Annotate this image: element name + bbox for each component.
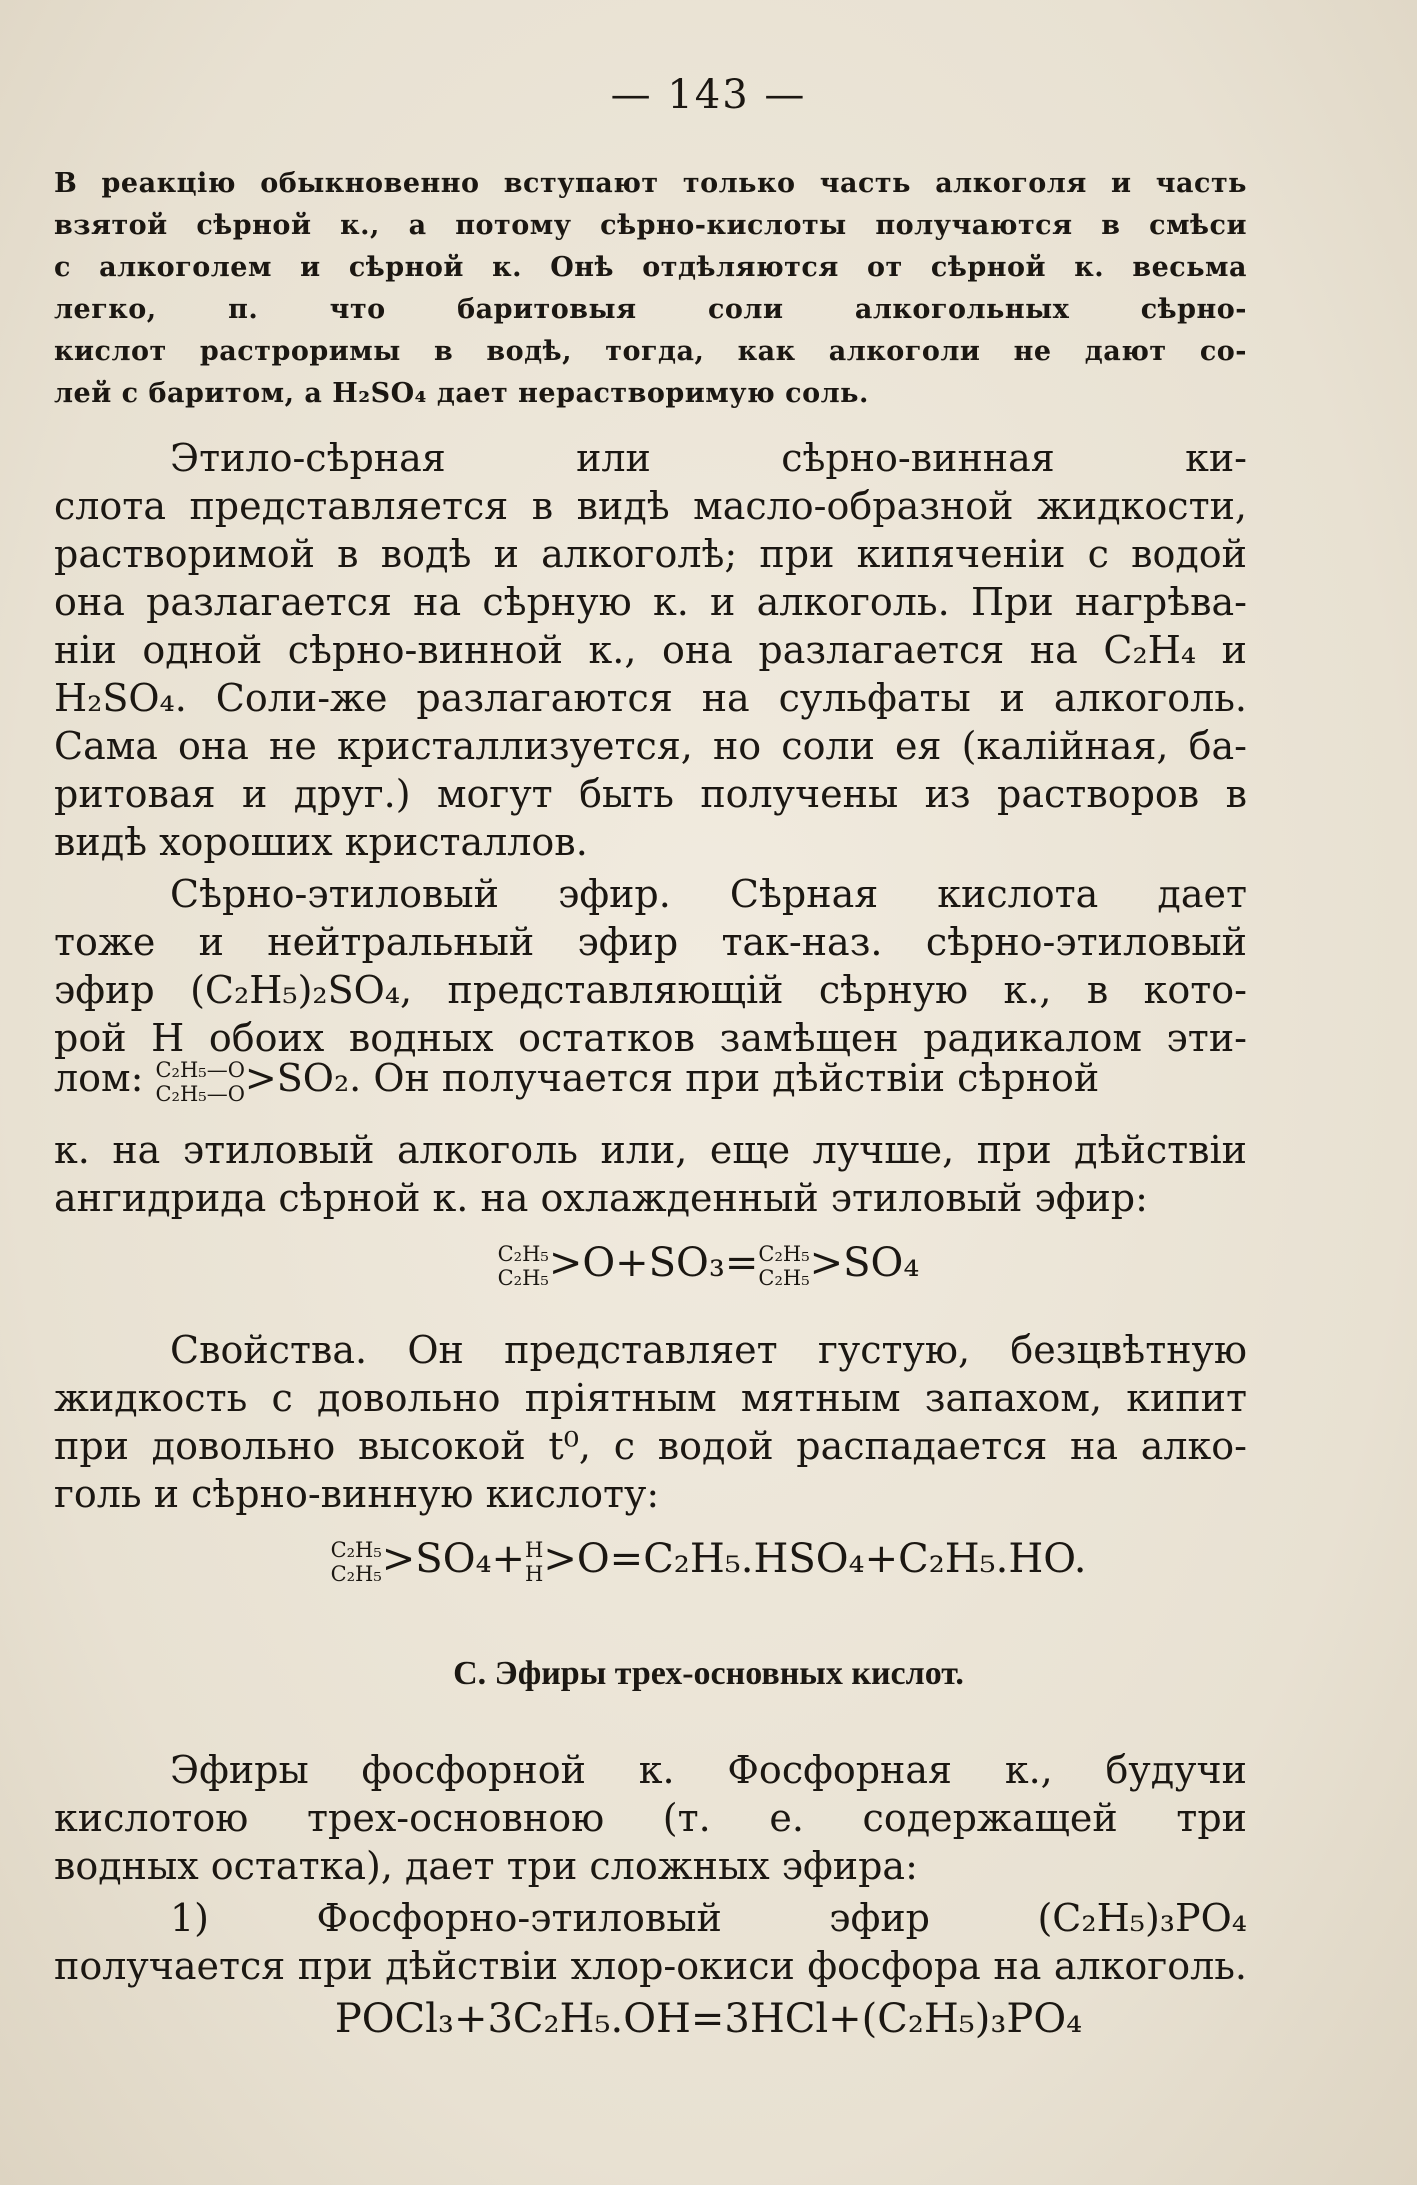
- para5-line: 1) Фосфорно-этиловый эфир (C₂H₅)₃PO₄: [170, 1896, 1247, 1940]
- para2-formula-line: [54, 1056, 1247, 1106]
- formula-middle: >O+SO₃=: [548, 1240, 759, 1286]
- formula-sulfur-ether: [0, 1240, 1417, 1290]
- para1-line: слота представляется в видѣ масло-образной жидкости,: [54, 484, 1247, 528]
- fraction-top: H: [525, 1538, 544, 1562]
- para2-line: рой H обоих водных остатков замѣщен радикалом эти-: [54, 1016, 1247, 1060]
- formula-end: >O=C₂H₅.HSO₄+C₂H₅.HO.: [543, 1536, 1087, 1582]
- fraction-bottom: H: [525, 1562, 544, 1586]
- para2-line: тоже и нейтральный эфир так-наз. сѣрно-этиловый: [54, 920, 1247, 964]
- para3-line: при довольно высокой t⁰, с водой распадается на алко-: [54, 1424, 1247, 1468]
- para1-line: ритовая и друг.) могут быть получены из растворов в: [54, 772, 1247, 816]
- formula-prefix: лом:: [54, 1056, 144, 1100]
- para1-line: Этило-сѣрная или сѣрно-винная ки-: [170, 436, 1247, 480]
- intro-line: взятой сѣрной к., а потому сѣрно-кислоты получаются в смѣси: [54, 210, 1247, 241]
- para2-line: к. на этиловый алкоголь или, еще лучше, при дѣйствіи: [54, 1128, 1247, 1172]
- intro-line: кислот растроримы в водѣ, тогда, как алкоголи не дают со-: [54, 336, 1247, 367]
- fraction-top: C₂H₅: [497, 1242, 549, 1266]
- para1-line: H₂SO₄. Соли-же разлагаются на сульфаты и алкоголь.: [54, 676, 1247, 720]
- intro-line: с алкоголем и сѣрной к. Онѣ отдѣляются от сѣрной к. весьма: [54, 252, 1247, 283]
- formula-end: >SO₄: [809, 1240, 920, 1286]
- fraction-top: C₂H₅: [758, 1242, 810, 1266]
- fraction-top: C₂H₅: [330, 1538, 382, 1562]
- fraction-bottom: C₂H₅: [330, 1562, 382, 1586]
- para1-line: ніи одной сѣрно-винной к., она разлагается на C₂H₄ и: [54, 628, 1247, 672]
- para1-line: видѣ хороших кристаллов.: [54, 820, 588, 864]
- formula-fraction: [758, 1242, 809, 1290]
- para1-line: Сама она не кристаллизуется, но соли ея (калійная, ба-: [54, 724, 1247, 768]
- formula-phosphate-ester: POCl₃+3C₂H₅.OH=3HCl+(C₂H₅)₃PO₄: [334, 1996, 1083, 2042]
- formula-suffix: >SO₂. Он получается при дѣйствіи сѣрной: [244, 1056, 1100, 1100]
- para4-line: водных остатка), дает три сложных эфира:: [54, 1844, 918, 1888]
- intro-line: В реакцію обыкновенно вступают только часть алкоголя и часть: [54, 168, 1247, 199]
- para1-line: растворимой в водѣ и алкоголѣ; при кипяченіи с водой: [54, 532, 1247, 576]
- formula-fraction: [331, 1538, 382, 1586]
- para4-line: Эфиры фосфорной к. Фосфорная к., будучи: [170, 1748, 1247, 1792]
- para5-line: получается при дѣйствіи хлор-окиси фосфора на алкоголь.: [54, 1944, 1247, 1988]
- fraction-bottom: C₂H₅: [497, 1266, 549, 1290]
- formula-middle: >SO₄+: [381, 1536, 526, 1582]
- formula-fraction: [525, 1538, 543, 1586]
- fraction-bottom: C₂H₅: [758, 1266, 810, 1290]
- intro-line: легко, п. что баритовыя соли алкогольных сѣрно-: [54, 294, 1247, 325]
- para2-line: эфир (C₂H₅)₂SO₄, представляющій сѣрную к., в кото-: [54, 968, 1247, 1012]
- para3-line: жидкость с довольно пріятным мятным запахом, кипит: [54, 1376, 1247, 1420]
- intro-line: лей с баритом, а H₂SO₄ дает нерастворимую соль.: [54, 378, 869, 409]
- formula-fraction: [498, 1242, 549, 1290]
- formula-hydrolysis: [0, 1536, 1417, 1586]
- ether-fraction: [155, 1058, 244, 1106]
- page-number: — 143 —: [610, 72, 807, 118]
- para3-line: голь и сѣрно-винную кислоту:: [54, 1472, 660, 1516]
- para1-line: она разлагается на сѣрную к. и алкоголь. При нагрѣва-: [54, 580, 1247, 624]
- section-heading: С. Эфиры трех-основных кислот.: [453, 1655, 964, 1692]
- fraction-bottom: C₂H₅—O: [155, 1081, 245, 1106]
- para2-line: Сѣрно-этиловый эфир. Сѣрная кислота дает: [170, 872, 1247, 916]
- para2-line: ангидрида сѣрной к. на охлажденный этиловый эфир:: [54, 1176, 1148, 1220]
- para3-line: Свойства. Он представляет густую, безцвѣтную: [170, 1328, 1247, 1372]
- fraction-top: C₂H₅—O: [155, 1057, 245, 1082]
- para4-line: кислотою трех-основною (т. е. содержащей три: [54, 1796, 1247, 1840]
